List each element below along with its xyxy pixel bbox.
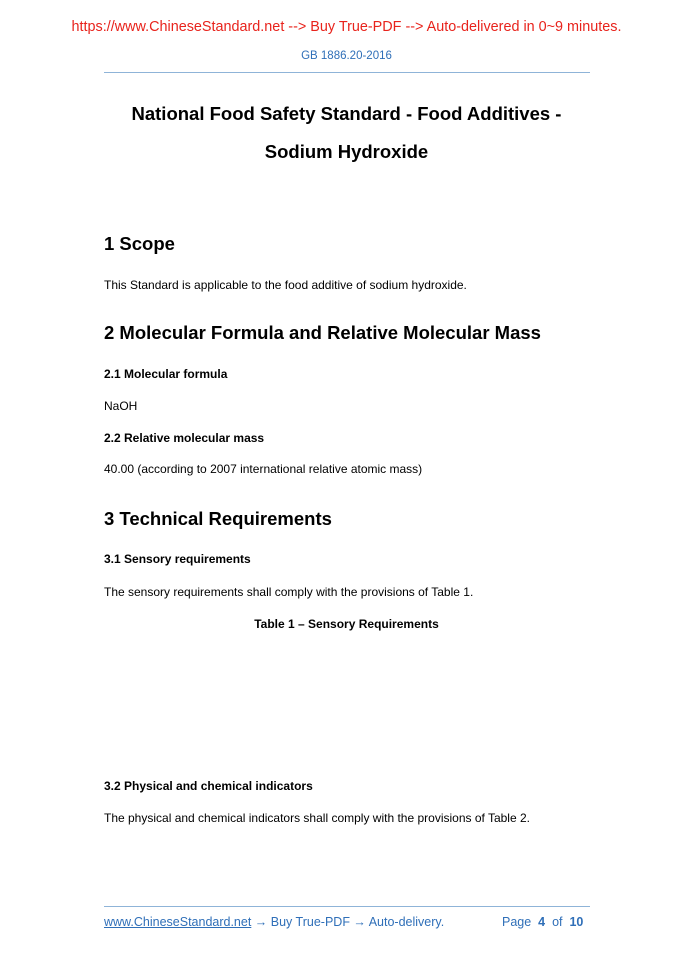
- purchase-banner[interactable]: https://www.ChineseStandard.net --> Buy True-PDF --> Auto-delivered in 0~9 minutes.: [71, 19, 622, 35]
- auto-delivery-text: Auto-delivery.: [368, 915, 445, 929]
- footer-divider: [104, 906, 590, 907]
- of-label: of: [552, 915, 563, 929]
- molecular-formula-value: NaOH: [104, 399, 138, 413]
- section-3-heading: 3 Technical Requirements: [104, 508, 332, 529]
- buy-true-pdf-link[interactable]: Buy True-PDF: [270, 915, 350, 929]
- page-label: Page: [502, 915, 532, 929]
- site-link[interactable]: www.ChineseStandard.net: [104, 915, 252, 929]
- section-2-heading: 2 Molecular Formula and Relative Molecular Mass: [104, 322, 541, 343]
- arrow-right-icon: →: [251, 915, 271, 929]
- document-title-line-1: National Food Safety Standard - Food Additives -: [131, 103, 562, 124]
- section-2-2-heading: 2.2 Relative molecular mass: [104, 431, 265, 445]
- document-id: GB 1886.20-2016: [301, 50, 392, 62]
- section-3-1-heading: 3.1 Sensory requirements: [104, 552, 251, 566]
- table-1-caption: Table 1 – Sensory Requirements: [254, 617, 439, 631]
- section-3-2-heading: 3.2 Physical and chemical indicators: [104, 779, 313, 793]
- current-page-number: 4: [538, 915, 546, 929]
- section-2-1-heading: 2.1 Molecular formula: [104, 367, 228, 381]
- page-indicator: [502, 915, 583, 929]
- section-3-1-text: The sensory requirements shall comply with the provisions of Table 1.: [104, 585, 474, 599]
- total-pages-number: 10: [569, 915, 584, 929]
- document-title-line-2: Sodium Hydroxide: [264, 141, 429, 162]
- footer-links: [104, 915, 444, 929]
- header-divider: [104, 72, 590, 73]
- section-3-2-text: The physical and chemical indicators shall comply with the provisions of Table 2.: [104, 811, 530, 825]
- molecular-mass-value: 40.00 (according to 2007 international relative atomic mass): [104, 462, 423, 476]
- section-1-heading: 1 Scope: [104, 233, 175, 254]
- arrow-right-icon: →: [349, 915, 369, 929]
- section-1-text: This Standard is applicable to the food additive of sodium hydroxide.: [104, 278, 467, 292]
